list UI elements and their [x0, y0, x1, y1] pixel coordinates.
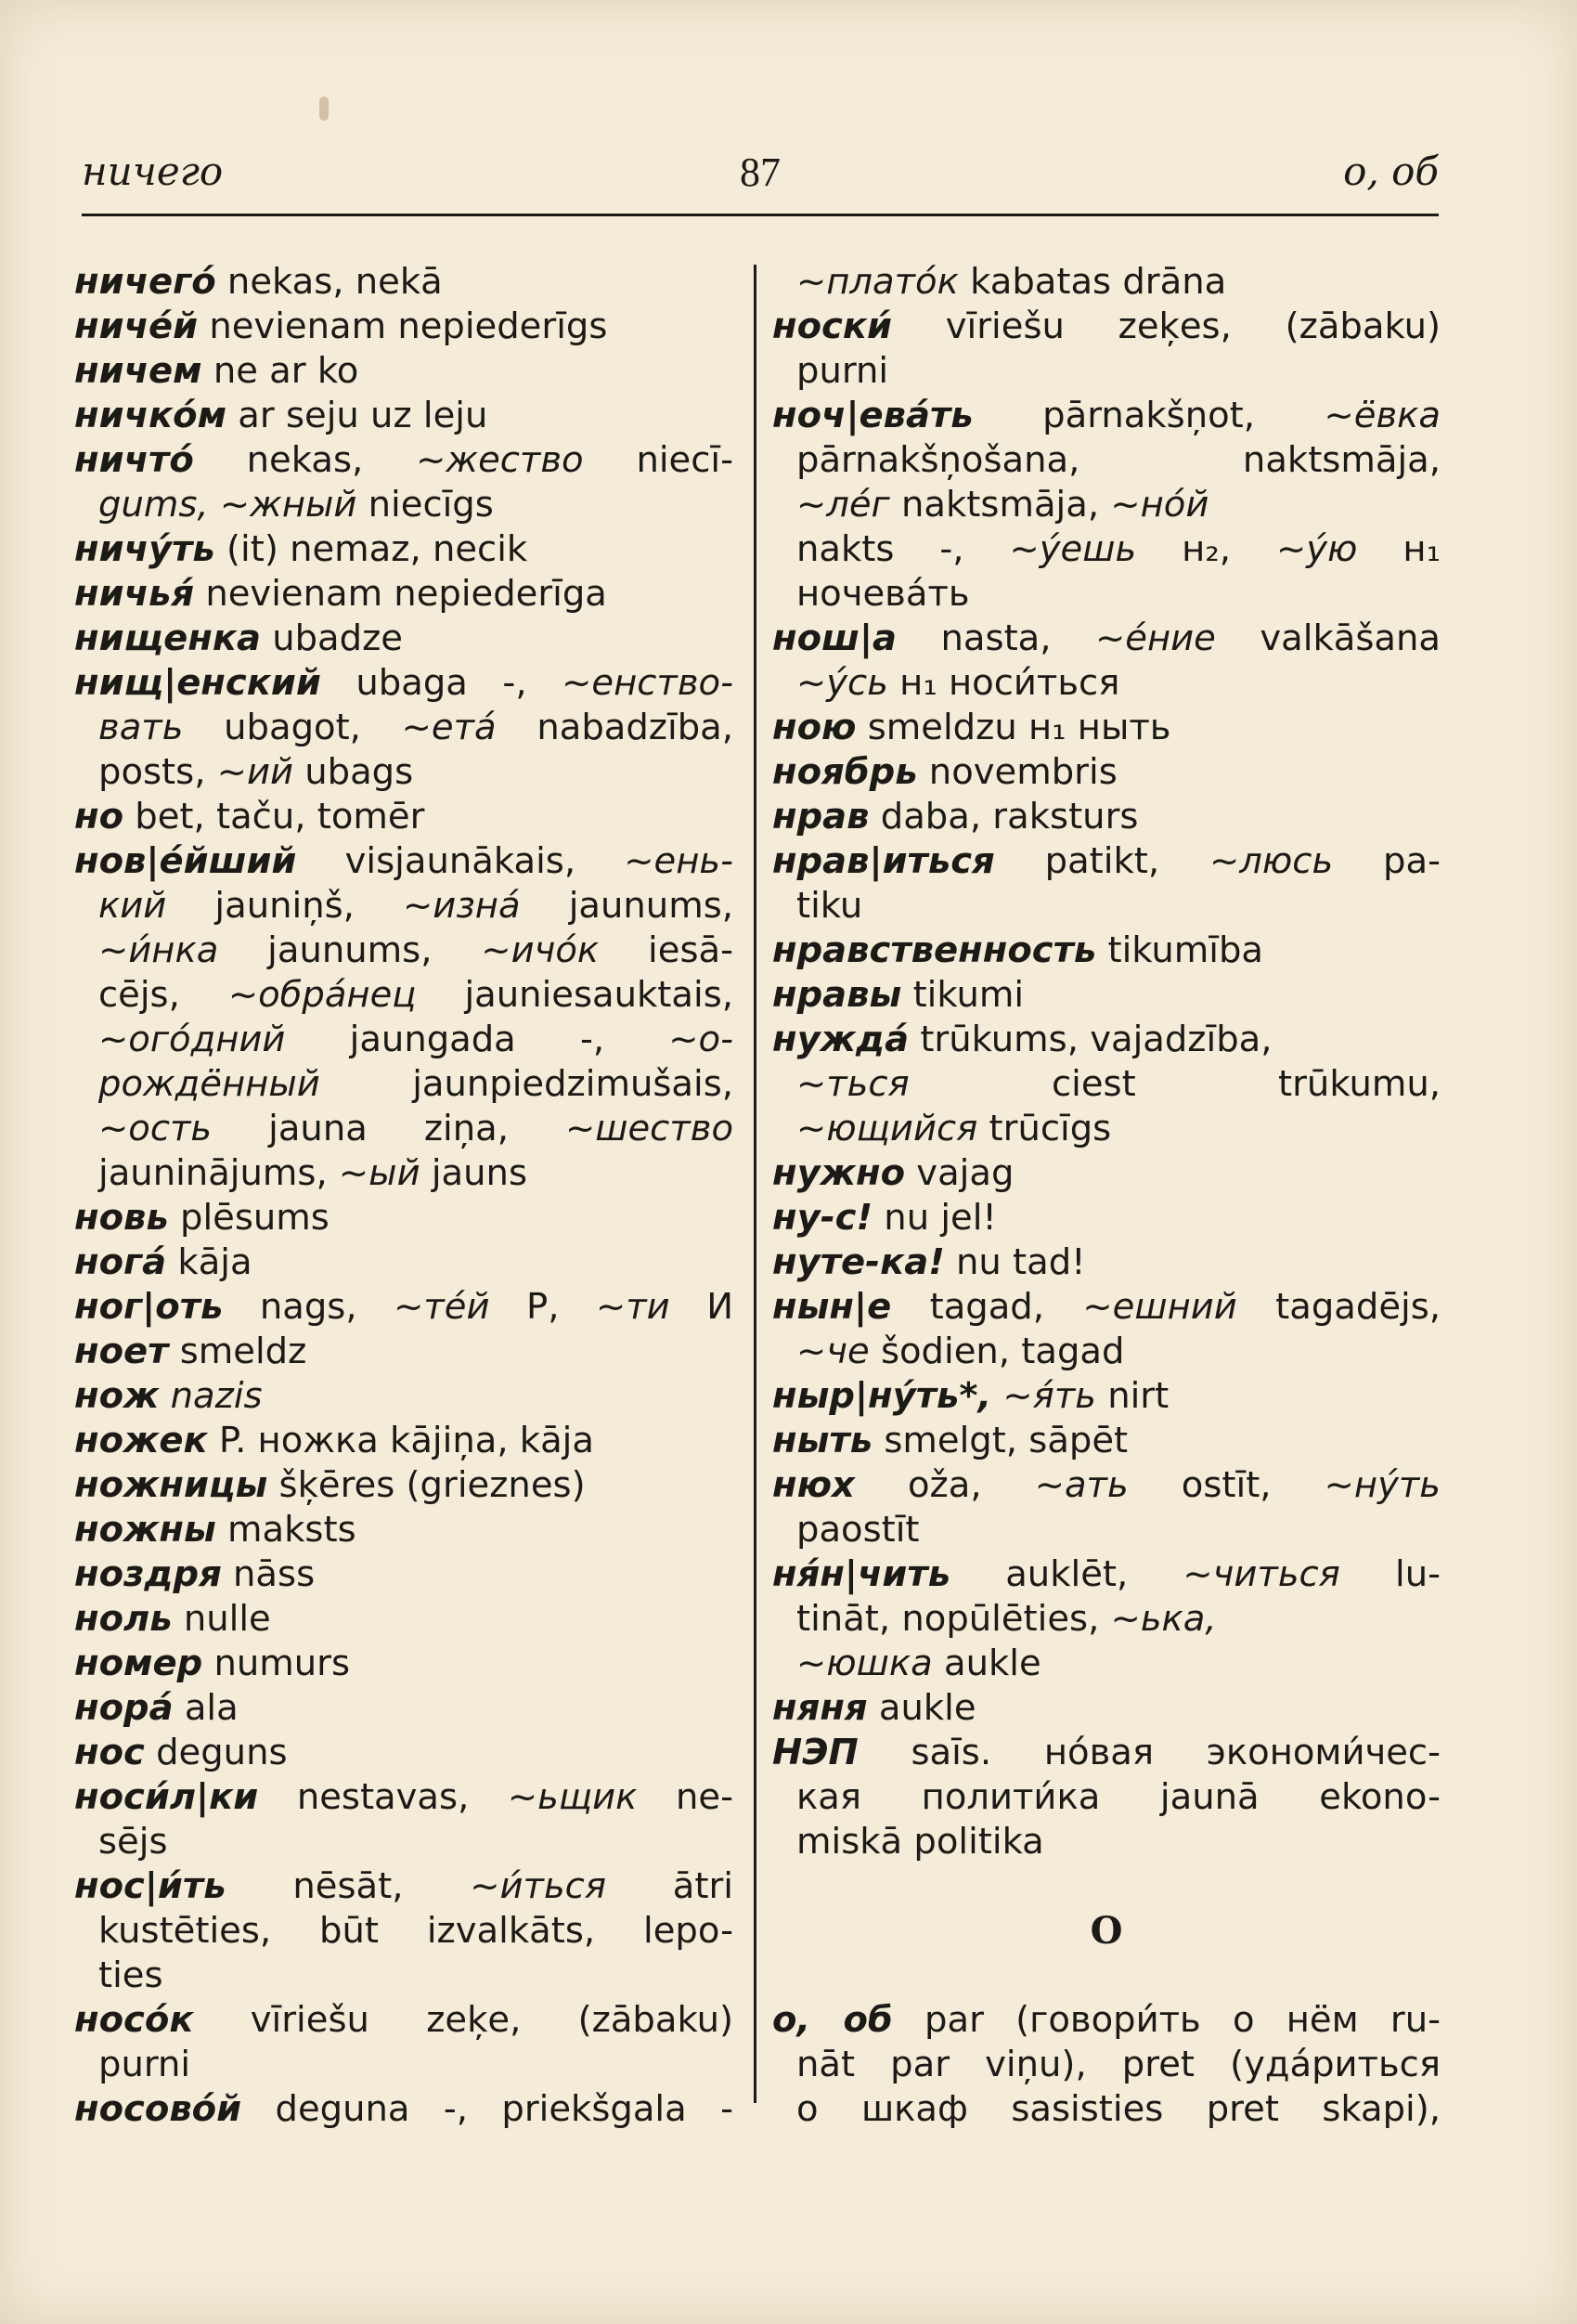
entry-text: P. ножка kājiņa, kāja	[207, 1420, 594, 1461]
dictionary-entry	[772, 1419, 1441, 1463]
entry-text: daba, raksturs	[869, 796, 1139, 837]
entry-headword: няня	[772, 1687, 868, 1729]
entry-headword: ныр|нýть*,	[772, 1375, 992, 1417]
entry-derivative: gums, ~жный	[98, 484, 357, 526]
entry-text: jaungada -,	[285, 1019, 669, 1060]
entry-continuation	[772, 1820, 1441, 1864]
entry-derivative: ~лéг	[796, 484, 890, 526]
entry-text	[991, 1375, 1002, 1417]
entry-derivative: ~и́нка	[98, 929, 219, 971]
entry-text: jauna ziņa,	[212, 1108, 565, 1149]
dictionary-entry	[74, 1864, 733, 1909]
dictionary-entry	[772, 1240, 1441, 1285]
dictionary-entry	[74, 349, 733, 394]
entry-headword: о, об	[772, 1999, 893, 2041]
entry-continuation	[74, 973, 733, 1018]
entry-derivative: ~шество	[564, 1108, 733, 1149]
entry-text: par (говори́ть о нём ru-	[892, 1999, 1441, 2041]
entry-derivative: ~енство-	[562, 662, 733, 704]
entry-text: vīriešu zeķes, (zābaku)	[891, 305, 1441, 347]
entry-text: vajag	[905, 1152, 1015, 1194]
entry-text	[159, 1375, 170, 1417]
dictionary-entry	[74, 1240, 733, 1285]
entry-headword: нужно	[772, 1152, 906, 1194]
entry-headword: ничтó	[74, 439, 194, 481]
entry-text: vīriešu zeķe, (zābaku)	[193, 1999, 733, 2041]
entry-headword: ничья́	[74, 573, 195, 615]
entry-continuation	[74, 1151, 733, 1196]
entry-text: kāja	[166, 1241, 252, 1283]
entry-text: naktsmāja,	[889, 484, 1111, 526]
entry-continuation	[772, 1062, 1441, 1107]
entry-continuation	[772, 438, 1441, 483]
entry-derivative: ~ýсь	[796, 662, 888, 704]
entry-continuation	[772, 1508, 1441, 1552]
entry-text: кая полити́ка jaunā ekono-	[796, 1776, 1441, 1818]
entry-headword: ноет	[74, 1331, 169, 1372]
entry-text: niecīgs	[356, 484, 494, 526]
entry-text: nevienam nepiederīga	[194, 573, 607, 615]
entry-headword: носовóй	[74, 2088, 242, 2130]
entry-headword: нос	[74, 1732, 145, 1773]
entry-text: tagadējs,	[1236, 1286, 1441, 1328]
entry-headword: ножницы	[74, 1464, 268, 1506]
entry-headword: нрав	[772, 796, 870, 837]
entry-headword: нрав|иться	[772, 840, 995, 882]
dictionary-entry	[772, 839, 1441, 884]
entry-text: nāt par viņu), pret (удáриться	[796, 2044, 1441, 2085]
entry-text: jaunums,	[520, 885, 733, 927]
entry-text: smeldzu н₁ ныть	[856, 707, 1171, 748]
entry-headword: носки́	[772, 305, 892, 347]
entry-text: purni	[796, 350, 889, 392]
entry-headword: ноч|евáть	[772, 395, 974, 436]
dictionary-entry	[772, 1463, 1441, 1508]
entry-text: pa-	[1333, 840, 1441, 882]
entry-text: nēsāt,	[226, 1865, 471, 1907]
entry-text: purni	[98, 2044, 191, 2085]
entry-text: И	[669, 1286, 733, 1328]
entry-derivative: ~ый	[338, 1152, 420, 1194]
dictionary-entry	[74, 1597, 733, 1642]
header-guide-word-right: о, об	[1343, 149, 1439, 194]
dictionary-entry	[74, 795, 733, 839]
dictionary-entry	[74, 572, 733, 617]
entry-text: visjaunākais,	[296, 840, 625, 882]
entry-continuation	[74, 750, 733, 795]
entry-continuation	[74, 1018, 733, 1062]
entry-text: kabatas drāna	[958, 261, 1227, 303]
entry-continuation	[74, 1820, 733, 1864]
blank-line	[772, 1864, 1441, 1909]
entry-continuation	[772, 1775, 1441, 1820]
entry-continuation	[772, 1597, 1441, 1642]
entry-derivative: ~я́ть	[1002, 1375, 1096, 1417]
dictionary-entry	[74, 1374, 733, 1419]
entry-headword: ничегó	[74, 261, 216, 303]
entry-derivative: nazis	[170, 1375, 263, 1417]
entry-headword: но	[74, 796, 124, 837]
dictionary-entry	[772, 750, 1441, 795]
entry-text: ties	[98, 1954, 163, 1996]
entry-headword: нищенка	[74, 617, 261, 659]
entry-derivative: ~ость	[98, 1108, 213, 1149]
section-letter: О	[1090, 1909, 1123, 1953]
entry-text: н₂,	[1136, 528, 1276, 570]
entry-headword: носи́л|ки	[74, 1776, 259, 1818]
entry-text: tiku	[796, 885, 863, 927]
entry-text: jaunpiedzimušais,	[319, 1063, 733, 1105]
entry-derivative: ~нýть	[1324, 1464, 1441, 1506]
entry-text: iesā-	[599, 929, 733, 971]
entry-derivative: ~ень-	[624, 840, 733, 882]
entry-text: nu tad!	[944, 1241, 1086, 1283]
entry-continuation	[74, 483, 733, 527]
dictionary-entry	[772, 973, 1441, 1018]
entry-headword: нов|éйший	[74, 840, 297, 882]
entry-continuation	[74, 1107, 733, 1151]
entry-text: nasta,	[896, 617, 1096, 659]
entry-derivative: ~огóдний	[98, 1019, 286, 1060]
entry-continuation	[772, 260, 1441, 305]
entry-text: plēsums	[168, 1197, 330, 1239]
dictionary-entry	[772, 305, 1441, 349]
dictionary-entry	[74, 1508, 733, 1552]
entry-text: ночевáть	[796, 573, 970, 615]
entry-text: lu-	[1339, 1553, 1441, 1595]
dictionary-entry	[74, 1686, 733, 1731]
entry-text: šķēres (grieznes)	[267, 1464, 586, 1506]
entry-derivative: ~ьщик	[507, 1776, 638, 1818]
dictionary-entry	[74, 661, 733, 706]
entry-derivative: ~ать	[1034, 1464, 1129, 1506]
entry-text: cējs,	[98, 974, 228, 1016]
entry-derivative: ~ешний	[1082, 1286, 1237, 1328]
entry-text: ar seju uz leju	[226, 395, 488, 436]
dictionary-entry	[772, 1151, 1441, 1196]
entry-derivative: ~люсь	[1209, 840, 1334, 882]
entry-headword: нож	[74, 1375, 160, 1417]
entry-headword: норá	[74, 1687, 174, 1729]
entry-text: P,	[489, 1286, 596, 1328]
entry-derivative: ~и́ться	[470, 1865, 606, 1907]
dictionary-entry	[772, 928, 1441, 973]
dictionary-entry	[74, 1196, 733, 1240]
entry-continuation	[74, 928, 733, 973]
dictionary-entry	[772, 617, 1441, 661]
entry-text: posts,	[98, 751, 217, 793]
page-header	[82, 149, 1439, 214]
entry-text: tikumi	[901, 974, 1025, 1016]
entry-text: nags,	[223, 1286, 394, 1328]
dictionary-entry	[772, 1285, 1441, 1330]
entry-text: jaunums,	[218, 929, 482, 971]
entry-derivative: ~читься	[1183, 1553, 1340, 1595]
entry-derivative: ~жество	[416, 439, 584, 481]
dictionary-entry	[74, 394, 733, 438]
entry-text: oža,	[854, 1464, 1035, 1506]
entry-derivative: ~обрáнец	[227, 974, 417, 1016]
entry-continuation	[772, 884, 1441, 928]
entry-text: smeldz	[168, 1331, 307, 1372]
entry-text: kustēties, būt izvalkāts, lepo-	[98, 1910, 733, 1952]
entry-text: ne-	[637, 1776, 733, 1818]
entry-text: н₁	[1357, 528, 1441, 570]
entry-text: nekas,	[193, 439, 417, 481]
entry-text: tagad,	[891, 1286, 1083, 1328]
entry-continuation	[772, 572, 1441, 617]
dictionary-entry	[772, 1374, 1441, 1419]
entry-derivative: вать	[98, 707, 184, 748]
entry-headword: ножны	[74, 1509, 216, 1551]
entry-text: nulle	[172, 1598, 271, 1640]
dictionary-entry	[772, 795, 1441, 839]
entry-headword: ничкóм	[74, 395, 227, 436]
dictionary-entry	[772, 394, 1441, 438]
entry-derivative: ~ющийся	[796, 1108, 978, 1149]
entry-continuation	[772, 2043, 1441, 2087]
dictionary-entry	[772, 1196, 1441, 1240]
entry-derivative: ~етá	[401, 707, 497, 748]
entry-text: jauniņš,	[166, 885, 404, 927]
entry-continuation	[772, 1330, 1441, 1374]
entry-text: saīs. нóвая экономи́чес-	[858, 1732, 1441, 1773]
entry-text: numurs	[202, 1642, 351, 1684]
dictionary-entry	[74, 1642, 733, 1686]
column-divider	[754, 265, 756, 2103]
entry-continuation	[772, 661, 1441, 706]
entry-text: paostīt	[796, 1509, 920, 1551]
header-rule	[82, 214, 1439, 216]
dictionary-entry	[772, 1731, 1441, 1775]
entry-continuation	[74, 1909, 733, 1954]
entry-derivative: ~платóк	[796, 261, 959, 303]
entry-text: novembris	[917, 751, 1118, 793]
entry-text: deguns	[144, 1732, 288, 1773]
entry-text: nakts -,	[796, 528, 1010, 570]
entry-headword: ну-с!	[772, 1197, 873, 1239]
entry-text: maksts	[215, 1509, 356, 1551]
dictionary-entry	[74, 260, 733, 305]
entry-derivative: ~ёвка	[1324, 395, 1441, 436]
entry-headword: ничем	[74, 350, 202, 392]
entry-text: ubagot,	[183, 707, 402, 748]
dictionary-entry	[74, 2087, 733, 2132]
entry-continuation	[772, 527, 1441, 572]
entry-continuation	[74, 2043, 733, 2087]
entry-continuation	[74, 884, 733, 928]
entry-derivative: ~ться	[796, 1063, 910, 1105]
entry-derivative: ~ýю	[1275, 528, 1358, 570]
entry-derivative: ~о-	[668, 1019, 733, 1060]
entry-headword: ня́н|чить	[772, 1553, 951, 1595]
entry-headword: нуждá	[772, 1019, 910, 1060]
dictionary-entry	[74, 305, 733, 349]
entry-text: nestavas,	[258, 1776, 508, 1818]
entry-text: pārnakšņošana, naktsmāja,	[796, 439, 1441, 481]
entry-text: nevienam nepiederīgs	[198, 305, 608, 347]
entry-text: aukle	[932, 1642, 1041, 1684]
entry-text: ātri	[605, 1865, 733, 1907]
entry-continuation	[74, 1954, 733, 1998]
entry-headword: НЭП	[772, 1732, 859, 1773]
dictionary-entry	[74, 617, 733, 661]
page-number: 87	[740, 149, 781, 195]
entry-text: jauninājums,	[98, 1152, 339, 1194]
entry-headword: номер	[74, 1642, 203, 1684]
dictionary-entry	[74, 1552, 733, 1597]
dictionary-entry	[74, 1775, 733, 1820]
entry-text: ubaga -,	[320, 662, 562, 704]
entry-text: auklēt,	[950, 1553, 1183, 1595]
entry-text: ostīt,	[1128, 1464, 1325, 1506]
dictionary-entry	[74, 839, 733, 884]
right-column	[772, 260, 1441, 2132]
entry-derivative: рождённый	[98, 1063, 320, 1105]
entry-continuation	[772, 483, 1441, 527]
entry-derivative: ~ýешь	[1009, 528, 1137, 570]
entry-text: ubags	[293, 751, 414, 793]
entry-continuation	[74, 706, 733, 750]
entry-headword: ничéй	[74, 305, 199, 347]
entry-text: valkāšana	[1215, 617, 1441, 659]
entry-text: smelgt, sāpēt	[873, 1420, 1129, 1461]
entry-text: jauniesauktais,	[416, 974, 733, 1016]
entry-derivative: ~изнá	[403, 885, 521, 927]
entry-headword: новь	[74, 1197, 169, 1239]
entry-text: о шкаф sasisties pret skapi),	[796, 2088, 1441, 2130]
entry-headword: ногá	[74, 1241, 167, 1283]
entry-text: ciest trūkumu,	[909, 1063, 1441, 1105]
entry-continuation	[74, 1062, 733, 1107]
dictionary-entry	[772, 1686, 1441, 1731]
entry-headword: нош|а	[772, 617, 897, 659]
entry-text: ala	[173, 1687, 239, 1729]
dictionary-entry	[74, 1463, 733, 1508]
entry-text: (it) nemaz, necik	[214, 528, 528, 570]
entry-text: ubadze	[260, 617, 403, 659]
entry-headword: ног|оть	[74, 1286, 224, 1328]
entry-text: trūcīgs	[977, 1108, 1112, 1149]
entry-text: miskā politika	[796, 1821, 1044, 1863]
entry-text: trūkums, vajadzība,	[909, 1019, 1273, 1060]
entry-headword: ножек	[74, 1420, 208, 1461]
entry-text: šodien, tagad	[869, 1331, 1125, 1372]
entry-continuation	[772, 1107, 1441, 1151]
entry-headword: носóк	[74, 1999, 194, 2041]
entry-headword: ничýть	[74, 528, 215, 570]
entry-headword: ноздря	[74, 1553, 222, 1595]
entry-derivative: ~тéй	[394, 1286, 490, 1328]
blank-line	[772, 1954, 1441, 1998]
entry-text: nekas, nekā	[215, 261, 443, 303]
left-column	[74, 260, 733, 2132]
entry-headword: ноябрь	[772, 751, 918, 793]
entry-text: ne ar ko	[201, 350, 359, 392]
entry-text: tināt, nopūlēties,	[796, 1598, 1111, 1640]
dictionary-entry	[772, 1998, 1441, 2043]
entry-text: niecī-	[583, 439, 734, 481]
entry-text: deguna -, priekšgala -	[241, 2088, 733, 2130]
entry-derivative: ~ти	[595, 1286, 670, 1328]
entry-text: jauns	[420, 1152, 527, 1194]
entry-derivative: ~éние	[1095, 617, 1216, 659]
entry-headword: нын|е	[772, 1286, 892, 1328]
entry-text: nu jel!	[873, 1197, 997, 1239]
entry-derivative: ~нóй	[1110, 484, 1209, 526]
entry-text: nabadzība,	[496, 707, 733, 748]
entry-continuation	[772, 2087, 1441, 2132]
entry-derivative: ~ька,	[1110, 1598, 1217, 1640]
entry-continuation	[772, 1642, 1441, 1686]
entry-derivative: кий	[98, 885, 167, 927]
entry-headword: ною	[772, 707, 857, 748]
entry-derivative: ~ичóк	[481, 929, 600, 971]
entry-headword: нищ|енский	[74, 662, 321, 704]
entry-text: aukle	[867, 1687, 976, 1729]
entry-text: bet, taču, tomēr	[123, 796, 425, 837]
header-guide-word-left: ничего	[82, 149, 224, 194]
entry-headword: нравственность	[772, 929, 1097, 971]
entry-derivative: ~ий	[216, 751, 293, 793]
entry-text: pārnakšņot,	[973, 395, 1325, 436]
entry-headword: нравы	[772, 974, 902, 1016]
dictionary-entry	[772, 1552, 1441, 1597]
paper-speck	[319, 97, 329, 121]
dictionary-entry	[772, 706, 1441, 750]
entry-headword: нуте-ка!	[772, 1241, 945, 1283]
entry-text: nāss	[221, 1553, 316, 1595]
dictionary-entry	[74, 438, 733, 483]
entry-text: patikt,	[994, 840, 1210, 882]
dictionary-entry	[74, 1998, 733, 2043]
entry-headword: ныть	[772, 1420, 873, 1461]
entry-text: tikumība	[1096, 929, 1264, 971]
dictionary-entry	[74, 1419, 733, 1463]
entry-derivative: ~юшка	[796, 1642, 933, 1684]
entry-text: sējs	[98, 1821, 168, 1863]
entry-headword: нюх	[772, 1464, 855, 1506]
entry-headword: нос|и́ть	[74, 1865, 226, 1907]
entry-headword: ноль	[74, 1598, 173, 1640]
dictionary-entry	[74, 1330, 733, 1374]
entry-text: н₁ носи́ться	[887, 662, 1120, 704]
entry-continuation	[772, 349, 1441, 394]
dictionary-entry	[74, 1731, 733, 1775]
entry-derivative: ~че	[796, 1331, 870, 1372]
dictionary-entry	[74, 527, 733, 572]
dictionary-entry	[74, 1285, 733, 1330]
entry-text: nirt	[1095, 1375, 1170, 1417]
dictionary-entry	[772, 1018, 1441, 1062]
